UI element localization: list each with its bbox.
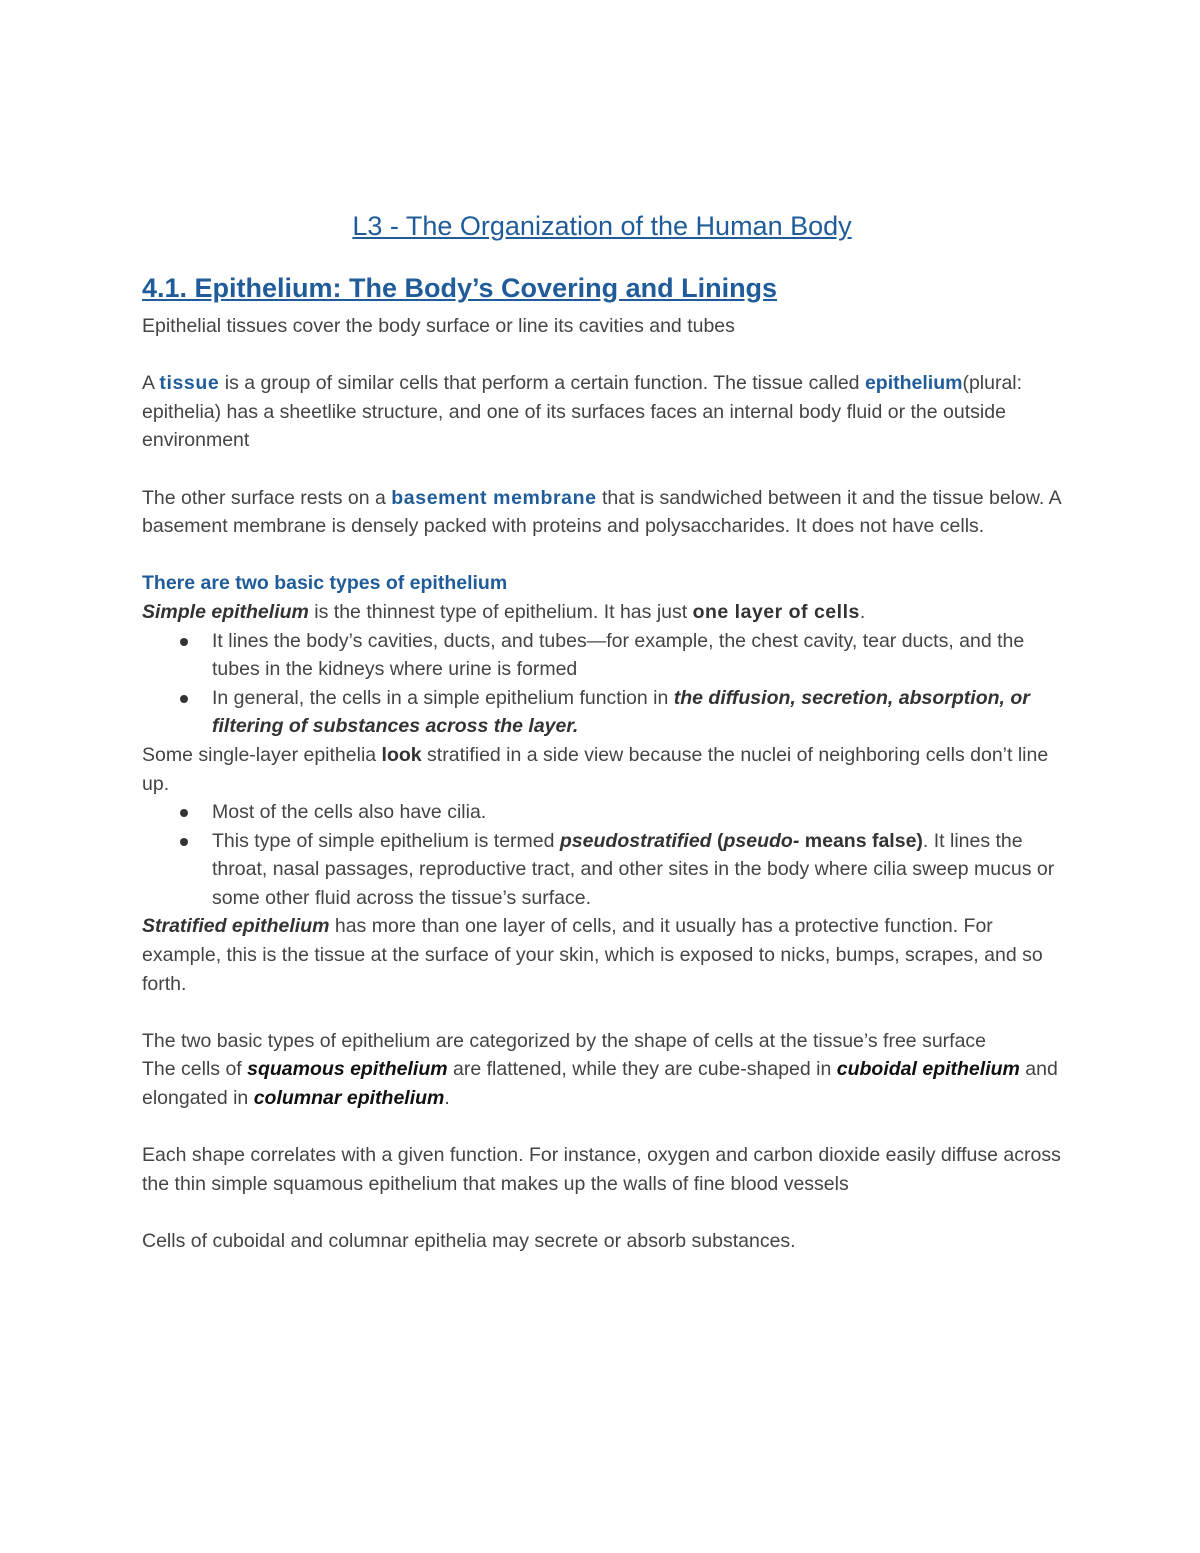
types-subheading: There are two basic types of epithelium — [142, 572, 508, 595]
text-run: that is sandwiched between it and the tissue below. A basement membrane is densely packed with proteins and polysaccharides. It does not have cells. — [142, 486, 1061, 538]
text-run: and elongated in — [142, 1058, 1058, 1110]
bullet-icon — [180, 809, 188, 817]
text-run: . — [859, 600, 866, 623]
bullet-text: Most of the cells also have cilia. — [212, 801, 487, 824]
emphasis-function: the diffusion, secretion, absorption, or filtering of substances across the layer. — [212, 686, 1030, 738]
pseudostratified-bullet-list — [142, 798, 1062, 912]
bullet-text: It lines the body’s cavities, ducts, and tubes—for example, the chest cavity, tear ducts, and the tubes in the kidneys where urine is formed — [212, 629, 1025, 681]
function-paragraph: Each shape correlates with a given function. For instance, oxygen and carbon dioxide easily diffuse across the thin simple squamous epithelium that makes up the walls of fine blood vessels — [142, 1144, 1061, 1195]
term-stratified-epithelium: Stratified epithelium — [142, 915, 330, 938]
simple-bullet-list — [142, 627, 1062, 741]
term-pseudostratified: pseudostratified — [559, 829, 712, 852]
tissue-paragraph — [142, 369, 1062, 455]
list-item — [212, 627, 1062, 684]
bullet-text: In general, the cells in a simple epithelium function in — [212, 686, 674, 709]
paragraph-gap — [142, 341, 1062, 370]
text-run: are flattened, while they are cube-shaped in — [447, 1058, 837, 1081]
paragraph-gap — [142, 455, 1062, 484]
text-run: has more than one layer of cells, and it usually has a protective function. For example, this is the tissue at the surface of your skin, which is exposed to nicks, bumps, scrapes, and so forth. — [142, 915, 1043, 995]
text-run: is a group of similar cells that perform a certain function. The tissue called — [219, 372, 865, 395]
paragraph-gap — [142, 1198, 1062, 1227]
text-run: is the thinnest type of epithelium. It has just — [308, 600, 693, 623]
text-run: The other surface rests on a — [142, 486, 392, 509]
document-title: L3 - The Organization of the Human Body — [352, 211, 852, 241]
bullet-icon — [180, 638, 188, 646]
bullet-icon — [180, 695, 188, 703]
list-item — [212, 798, 1062, 827]
term-epithelium: epithelium — [864, 372, 963, 395]
text-run: A — [142, 372, 160, 395]
document-page — [142, 208, 1062, 1256]
term-one-layer: one layer of cells — [692, 600, 860, 623]
simple-epithelium-paragraph — [142, 598, 1062, 627]
stratified-paragraph — [142, 912, 1062, 998]
basement-paragraph — [142, 484, 1062, 541]
bullet-text: . It lines the throat, nasal passages, reproductive tract, and other sites in the body where cilia sweep mucus or some other fluid across the tissue’s surface. — [212, 829, 1055, 909]
term-cuboidal: cuboidal epithelium — [836, 1058, 1020, 1081]
bullet-icon — [180, 838, 188, 846]
text-run: (plural: epithelia) has a sheetlike structure, and one of its surfaces faces an internal body fluid or the outside environment — [142, 372, 1023, 452]
single-layer-paragraph — [142, 741, 1062, 798]
term-tissue: tissue — [159, 372, 220, 395]
term-simple-epithelium: Simple epithelium — [142, 600, 309, 623]
paragraph-gap — [142, 1113, 1062, 1142]
secretion-paragraph: Cells of cuboidal and columnar epithelia may secrete or absorb substances. — [142, 1230, 796, 1252]
section-heading: 4.1. Epithelium: The Body’s Covering and Linings — [142, 273, 778, 303]
shape-types-line: The two basic types of epithelium are categorized by the shape of cells at the tissue’s free surface — [142, 1029, 987, 1052]
bullet-text: This type of simple epithelium is termed — [212, 829, 560, 852]
paren-open: ( — [711, 829, 724, 852]
list-item — [212, 684, 1062, 741]
list-item — [212, 827, 1062, 913]
term-look: look — [381, 743, 422, 766]
text-run: The cells of — [142, 1058, 248, 1081]
term-means-false: means false) — [799, 829, 923, 852]
paragraph-gap — [142, 541, 1062, 570]
term-squamous: squamous epithelium — [247, 1058, 448, 1081]
text-run: Some single-layer epithelia — [142, 743, 382, 766]
paragraph-gap — [142, 998, 1062, 1027]
term-basement-membrane: basement membrane — [391, 486, 597, 509]
shape-types-paragraph — [142, 1055, 1062, 1112]
term-columnar: columnar epithelium — [253, 1087, 445, 1110]
intro-paragraph: Epithelial tissues cover the body surface or line its cavities and tubes — [142, 315, 735, 337]
text-run: . — [444, 1087, 450, 1110]
term-pseudo-prefix: pseudo- — [723, 829, 800, 852]
text-run: stratified in a side view because the nuclei of neighboring cells don’t line up. — [142, 743, 1049, 795]
